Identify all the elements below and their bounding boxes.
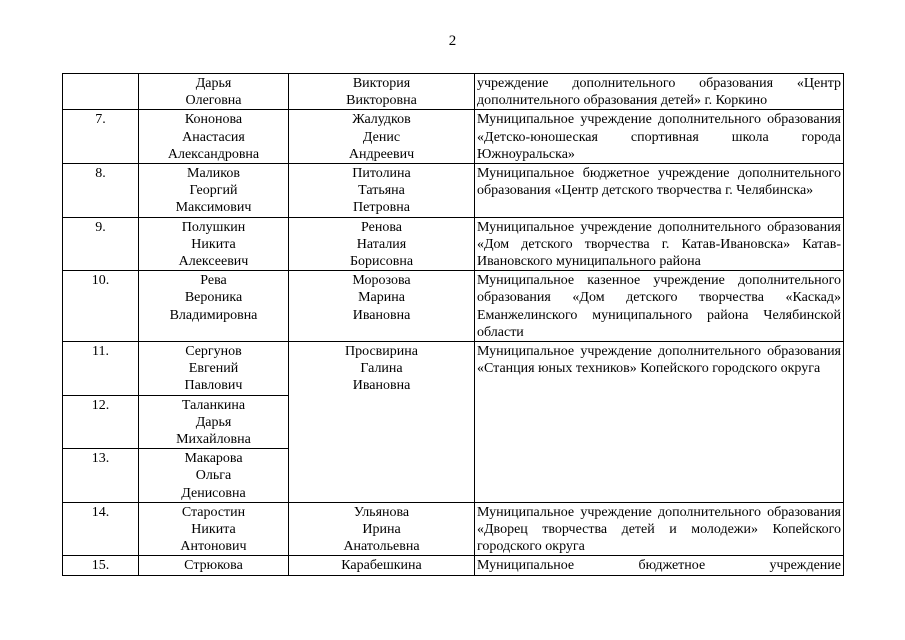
teacher-name: Питолина Татьяна Петровна <box>289 164 475 218</box>
row-number: 8. <box>63 164 139 218</box>
row-number: 11. <box>63 342 139 396</box>
student-name: Маликов Георгий Максимович <box>139 164 289 218</box>
organization: Муниципальное учреждение дополнительного образования «Станция юных техников» Копейского городского округа <box>475 342 844 503</box>
organization: учреждение дополнительного образования «Центр дополнительного образования детей» г. Коркино <box>475 74 844 110</box>
participants-table <box>62 73 844 576</box>
teacher-name: Просвирина Галина Ивановна <box>289 342 475 503</box>
page-number: 2 <box>448 33 457 49</box>
student-name: Таланкина Дарья Михайловна <box>139 395 289 449</box>
table-row <box>63 556 844 575</box>
teacher-name: Карабешкина <box>289 556 475 575</box>
student-name: Кононова Анастасия Александровна <box>139 110 289 164</box>
table-row <box>63 271 844 342</box>
table-row <box>63 502 844 556</box>
student-name: Старостин Никита Антонович <box>139 502 289 556</box>
student-name: Стрюкова <box>139 556 289 575</box>
organization: Муниципальное учреждение дополнительного образования «Детско-юношеская спортивная школа города Южноуральска» <box>475 110 844 164</box>
row-number <box>63 74 139 110</box>
student-name: Дарья Олеговна <box>139 74 289 110</box>
row-number: 10. <box>63 271 139 342</box>
teacher-name: Морозова Марина Ивановна <box>289 271 475 342</box>
teacher-name: Ульянова Ирина Анатольевна <box>289 502 475 556</box>
table-row <box>63 110 844 164</box>
teacher-name: Жалудков Денис Андреевич <box>289 110 475 164</box>
organization: Муниципальное бюджетное учреждение дополнительного образования «Центр детского творчества г. Челябинска» <box>475 164 844 218</box>
row-number: 15. <box>63 556 139 575</box>
organization: Муниципальное учреждение дополнительного образования «Дворец творчества детей и молодежи» Копейского городского округа <box>475 502 844 556</box>
organization: Муниципальное бюджетное учреждение <box>475 556 844 575</box>
student-name: Макарова Ольга Денисовна <box>139 449 289 503</box>
student-name: Рева Вероника Владимировна <box>139 271 289 342</box>
row-number: 13. <box>63 449 139 503</box>
teacher-name: Виктория Викторовна <box>289 74 475 110</box>
teacher-name: Ренова Наталия Борисовна <box>289 217 475 271</box>
row-number: 9. <box>63 217 139 271</box>
table-row <box>63 164 844 218</box>
organization: Муниципальное казенное учреждение дополнительного образования «Дом детского творчества «Каскад» Еманжелинского муниципального района Челябинской области <box>475 271 844 342</box>
student-name: Полушкин Никита Алексеевич <box>139 217 289 271</box>
table-row <box>63 217 844 271</box>
organization: Муниципальное учреждение дополнительного образования «Дом детского творчества г. Катав-Ивановска» Катав-Ивановского муниципального района <box>475 217 844 271</box>
row-number: 12. <box>63 395 139 449</box>
row-number: 7. <box>63 110 139 164</box>
table-row <box>63 74 844 110</box>
table-row <box>63 342 844 396</box>
student-name: Сергунов Евгений Павлович <box>139 342 289 396</box>
row-number: 14. <box>63 502 139 556</box>
